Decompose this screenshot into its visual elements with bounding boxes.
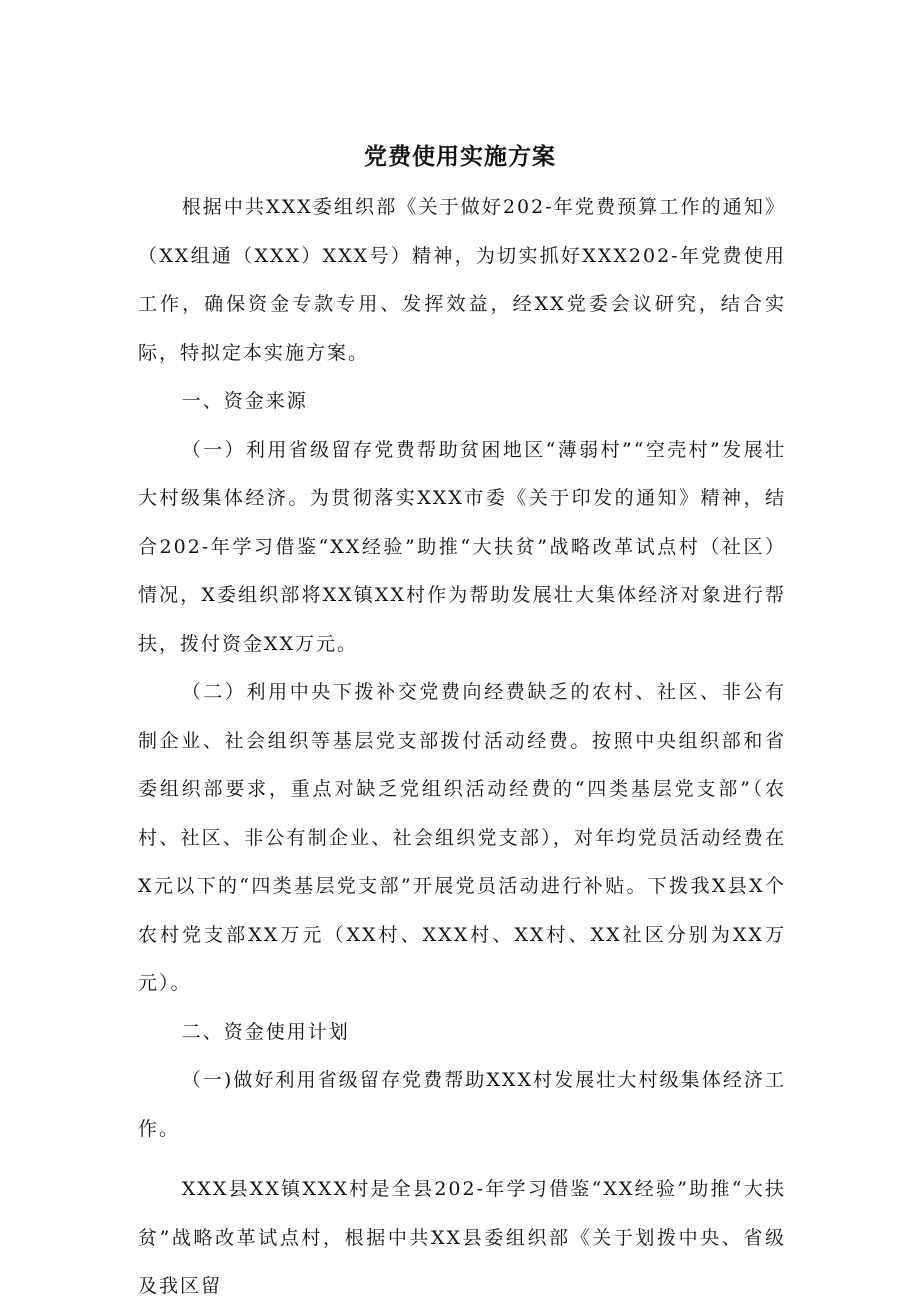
paragraph-usage-plan-detail: XXX县XX镇XXX村是全县202-年学习借鉴“XX经验”助推“大扶贫”战略改革试点村，根据中共XX县委组织部《关于划拨中央、省级及我区留	[138, 1178, 786, 1297]
section-heading-usage-plan: 二、资金使用计划	[181, 1020, 350, 1043]
paragraph-usage-plan-1: （一)做好利用省级留存党费帮助XXX村发展壮大村级集体经济工作。	[138, 1069, 786, 1140]
paragraph-funding-source-1: （一）利用省级留存党费帮助贫困地区“薄弱村”“空壳村”发展壮大村级集体经济。为贯彻落实XXX市委《关于印发的通知》精神，结合202-年学习借鉴“XX经验”助推“大扶贫”战略改革试点村（社区）情况，X委组织部将XX镇XX村作为帮助发展壮大集体经济对象进行帮扶，拨付资金XX万元。	[138, 438, 786, 655]
paragraph-funding-source-2: （二）利用中央下拨补交党费向经费缺乏的农村、社区、非公有制企业、社会组织等基层党支部拨付活动经费。按照中央组织部和省委组织部要求，重点对缺乏党组织活动经费的“四类基层党支部”（农村、社区、非公有制企业、社会组织党支部），对年均党员活动经费在X元以下的“四类基层党支部”开展党员活动进行补贴。下拨我X县X个农村党支部XX万元（XX村、XXX村、XX村、XX社区分别为XX万元）。	[138, 681, 786, 994]
paragraph-intro: 根据中共XXX委组织部《关于做好202-年党费预算工作的通知》（XX组通（XXX）XXX号）精神，为切实抓好XXX202-年党费使用工作，确保资金专款专用、发挥效益，经XX党委会议研究，结合实际，特拟定本实施方案。	[138, 196, 786, 364]
document-body	[138, 183, 786, 1311]
document-title: 党费使用实施方案	[364, 144, 556, 170]
section-heading-funding-source: 一、资金来源	[181, 390, 308, 412]
